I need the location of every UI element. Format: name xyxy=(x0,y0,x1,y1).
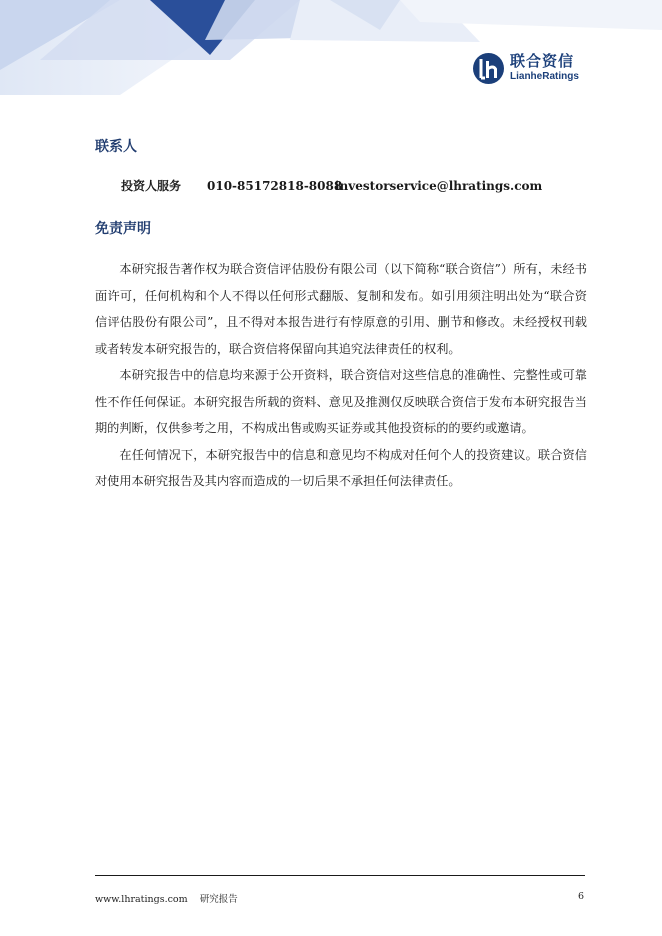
disclaimer-paragraph: 在任何情况下，本研究报告中的信息和意见均不构成对任何个人的投资建议。联合资信对使用本研究报告及其内容而造成的一切后果不承担任何法律责任。 xyxy=(95,447,587,488)
footer-doc-type: 研究报告 xyxy=(199,894,238,905)
disclaimer-paragraph: 本研究报告中的信息均来源于公开资料，联合资信对这些信息的准确性、完整性或可靠性不作任何保证。本研究报告所载的资料、意见及推测仅反映联合资信于发布本研究报告当期的判断，仅供参考之用，不构成出售或购买证券或其他投资标的的要约或邀请。 xyxy=(95,368,587,435)
disclaimer-paragraph: 本研究报告著作权为联合资信评估股份有限公司（以下简称“联合资信”）所有，未经书面许可，任何机构和个人不得以任何形式翻版、复制和发布。如引用须注明出处为“联合资信评估股份有限公司”，且不得对本报告进行有悖原意的引用、删节和修改。未经授权刊载或者转发本研究报告的，联合资信将保留向其追究法律责任的权利。 xyxy=(95,262,587,356)
disclaimer-body xyxy=(95,256,587,495)
contact-line xyxy=(121,177,542,194)
lh-logo-icon xyxy=(472,52,505,85)
company-logo xyxy=(472,52,602,86)
contact-phone: 010-85172818-8088 xyxy=(207,179,343,193)
page-number: 6 xyxy=(578,891,585,902)
footer-divider xyxy=(95,875,585,876)
contact-heading: 联系人 xyxy=(95,139,137,155)
footer-website[interactable]: www.lhratings.com xyxy=(95,894,188,905)
contact-email[interactable]: investorservice@lhratings.com xyxy=(335,179,543,193)
disclaimer-heading: 免责声明 xyxy=(95,221,151,237)
footer-left xyxy=(95,891,238,905)
logo-name-cn: 联合资信 xyxy=(510,52,575,70)
contact-label: 投资人服务 xyxy=(121,179,182,193)
logo-name-en: LianheRatings xyxy=(510,71,579,82)
